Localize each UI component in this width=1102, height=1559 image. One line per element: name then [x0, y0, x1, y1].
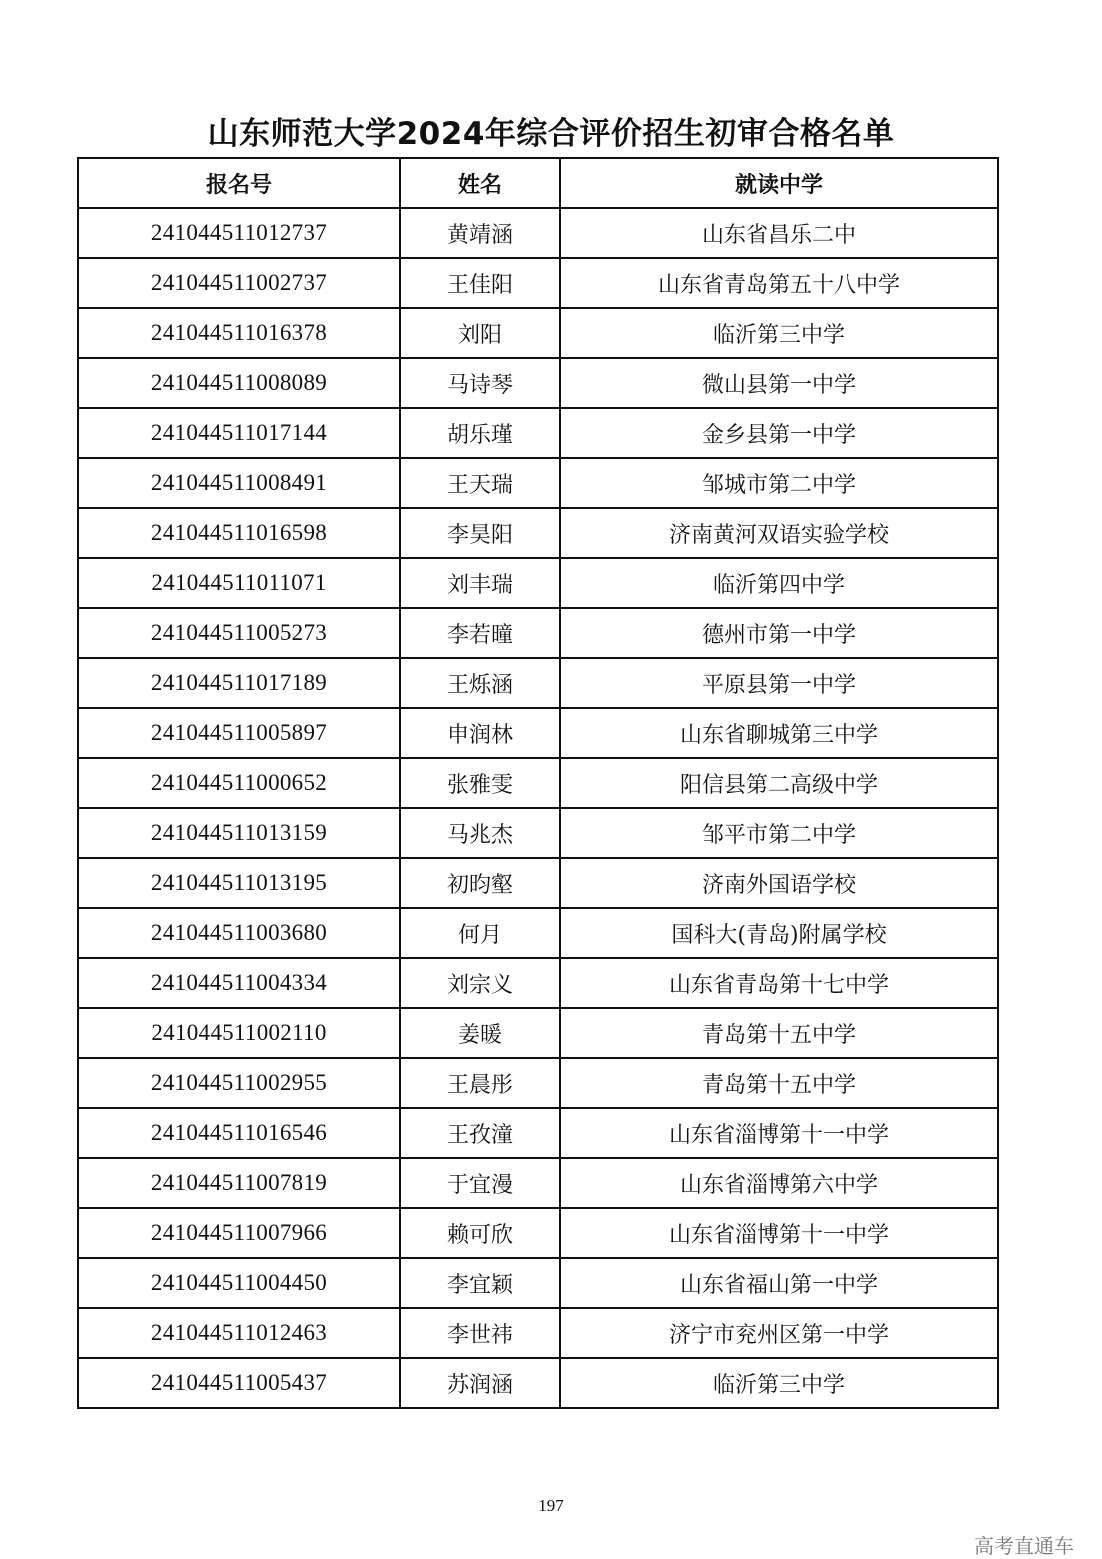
column-header-registration-number: 报名号: [78, 158, 400, 208]
student-name-cell: 刘宗义: [400, 958, 560, 1008]
school-name-cell: 临沂第三中学: [560, 1358, 998, 1408]
student-name-cell: 马兆杰: [400, 808, 560, 858]
school-name-cell: 山东省青岛第五十八中学: [560, 258, 998, 308]
school-name-cell: 金乡县第一中学: [560, 408, 998, 458]
student-name-cell: 初昀壑: [400, 858, 560, 908]
table-row: [78, 708, 998, 758]
student-name-cell: 胡乐瑾: [400, 408, 560, 458]
school-name-cell: 阳信县第二高级中学: [560, 758, 998, 808]
page-number: 197: [538, 1496, 564, 1515]
student-name-cell: 姜暖: [400, 1008, 560, 1058]
student-name-cell: 赖可欣: [400, 1208, 560, 1258]
table-row: [78, 1258, 998, 1308]
admission-list-table: [77, 157, 999, 1409]
school-name-cell: 山东省聊城第三中学: [560, 708, 998, 758]
registration-number-cell: 241044511012737: [78, 208, 400, 258]
table-row: [78, 758, 998, 808]
student-name-cell: 张雅雯: [400, 758, 560, 808]
table-row: [78, 458, 998, 508]
school-name-cell: 国科大(青岛)附属学校: [560, 908, 998, 958]
student-name-cell: 王天瑞: [400, 458, 560, 508]
school-name-cell: 临沂第四中学: [560, 558, 998, 608]
student-name-cell: 王佳阳: [400, 258, 560, 308]
registration-number-cell: 241044511017189: [78, 658, 400, 708]
watermark: 高考直通车: [974, 1534, 1074, 1558]
registration-number-cell: 241044511008491: [78, 458, 400, 508]
registration-number-cell: 241044511005897: [78, 708, 400, 758]
table-row: [78, 1158, 998, 1208]
document-title: 山东师范大学2024年综合评价招生初审合格名单: [207, 116, 895, 152]
school-name-cell: 山东省昌乐二中: [560, 208, 998, 258]
table-row: [78, 1208, 998, 1258]
table-row: [78, 858, 998, 908]
student-name-cell: 苏润涵: [400, 1358, 560, 1408]
registration-number-cell: 241044511007819: [78, 1158, 400, 1208]
student-name-cell: 马诗琴: [400, 358, 560, 408]
registration-number-cell: 241044511012463: [78, 1308, 400, 1358]
student-name-cell: 申润林: [400, 708, 560, 758]
table-row: [78, 808, 998, 858]
student-name-cell: 王晨彤: [400, 1058, 560, 1108]
school-name-cell: 山东省青岛第十七中学: [560, 958, 998, 1008]
student-name-cell: 李世祎: [400, 1308, 560, 1358]
student-name-cell: 何月: [400, 908, 560, 958]
registration-number-cell: 241044511017144: [78, 408, 400, 458]
registration-number-cell: 241044511013195: [78, 858, 400, 908]
school-name-cell: 青岛第十五中学: [560, 1058, 998, 1108]
table-row: [78, 208, 998, 258]
registration-number-cell: 241044511005437: [78, 1358, 400, 1408]
table-row: [78, 958, 998, 1008]
registration-number-cell: 241044511011071: [78, 558, 400, 608]
school-name-cell: 山东省淄博第十一中学: [560, 1108, 998, 1158]
student-name-cell: 王烁涵: [400, 658, 560, 708]
registration-number-cell: 241044511013159: [78, 808, 400, 858]
table-header-row: [78, 158, 998, 208]
school-name-cell: 青岛第十五中学: [560, 1008, 998, 1058]
table-row: [78, 408, 998, 458]
registration-number-cell: 241044511008089: [78, 358, 400, 408]
registration-number-cell: 241044511016546: [78, 1108, 400, 1158]
table-row: [78, 1358, 998, 1408]
table-row: [78, 608, 998, 658]
table-row: [78, 308, 998, 358]
student-name-cell: 王孜潼: [400, 1108, 560, 1158]
registration-number-cell: 241044511016378: [78, 308, 400, 358]
table-body: [78, 208, 998, 1408]
registration-number-cell: 241044511016598: [78, 508, 400, 558]
table-row: [78, 1308, 998, 1358]
student-name-cell: 李昊阳: [400, 508, 560, 558]
school-name-cell: 山东省淄博第十一中学: [560, 1208, 998, 1258]
school-name-cell: 平原县第一中学: [560, 658, 998, 708]
student-name-cell: 黄靖涵: [400, 208, 560, 258]
table-row: [78, 508, 998, 558]
student-name-cell: 刘阳: [400, 308, 560, 358]
school-name-cell: 邹城市第二中学: [560, 458, 998, 508]
registration-number-cell: 241044511003680: [78, 908, 400, 958]
registration-number-cell: 241044511002110: [78, 1008, 400, 1058]
school-name-cell: 济南外国语学校: [560, 858, 998, 908]
registration-number-cell: 241044511004334: [78, 958, 400, 1008]
table-row: [78, 1108, 998, 1158]
table-row: [78, 1008, 998, 1058]
registration-number-cell: 241044511000652: [78, 758, 400, 808]
school-name-cell: 山东省福山第一中学: [560, 1258, 998, 1308]
table-row: [78, 1058, 998, 1108]
registration-number-cell: 241044511004450: [78, 1258, 400, 1308]
student-name-cell: 于宜漫: [400, 1158, 560, 1208]
student-name-cell: 李宜颖: [400, 1258, 560, 1308]
table-row: [78, 658, 998, 708]
registration-number-cell: 241044511005273: [78, 608, 400, 658]
school-name-cell: 临沂第三中学: [560, 308, 998, 358]
school-name-cell: 德州市第一中学: [560, 608, 998, 658]
school-name-cell: 山东省淄博第六中学: [560, 1158, 998, 1208]
table-row: [78, 558, 998, 608]
student-name-cell: 刘丰瑞: [400, 558, 560, 608]
school-name-cell: 济宁市兖州区第一中学: [560, 1308, 998, 1358]
school-name-cell: 邹平市第二中学: [560, 808, 998, 858]
registration-number-cell: 241044511002955: [78, 1058, 400, 1108]
table-row: [78, 908, 998, 958]
registration-number-cell: 241044511007966: [78, 1208, 400, 1258]
table-row: [78, 358, 998, 408]
column-header-school: 就读中学: [560, 158, 998, 208]
student-name-cell: 李若曈: [400, 608, 560, 658]
school-name-cell: 济南黄河双语实验学校: [560, 508, 998, 558]
table-row: [78, 258, 998, 308]
registration-number-cell: 241044511002737: [78, 258, 400, 308]
school-name-cell: 微山县第一中学: [560, 358, 998, 408]
column-header-name: 姓名: [400, 158, 560, 208]
